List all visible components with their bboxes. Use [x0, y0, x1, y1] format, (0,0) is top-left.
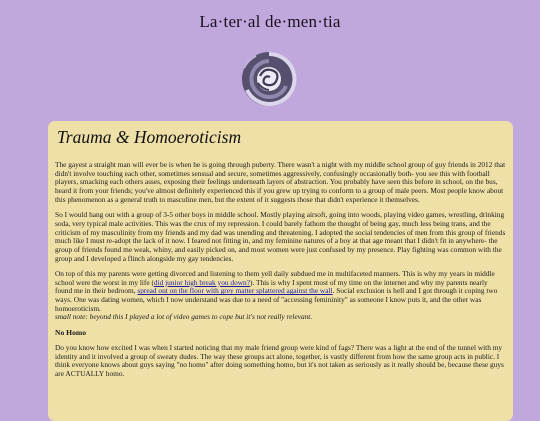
section-heading-no-homo: No Homo — [55, 327, 87, 337]
paragraph-3-text-c: . Social exclusion is hell and I got through it coping two ways. One was dating women, which I now understand was due to a need of "accessing femininity" as someone I know puts it, and the other was homoeroticism. — [55, 286, 498, 313]
post-card — [48, 121, 513, 421]
grey-matter-link[interactable]: spread out on the floor with grey matter splattered against the wall — [137, 286, 333, 296]
post-paragraph-4: Do you know how excited I was when I started noticing that my male friend group were kind of fags? There was a light at the end of the tunnel with my identity and it involved a group of sweaty dudes. The way these groups act alone, together, is vastly different from how the same group acts in public. I think everyone knows about guys saying "no homo" after doing something homo, but it's not taken as seriously as it really should be, because these guys are ACTUALLY homo. — [55, 343, 504, 379]
site-title[interactable]: La·ter·al de·men·tia — [199, 12, 341, 31]
junior-high-link[interactable]: did junior high break you down? — [153, 277, 250, 287]
brain-swirl-emblem-icon[interactable] — [238, 48, 300, 110]
small-note: small note: beyond this I played a lot of video games to cope but it's not really relevant. — [55, 312, 313, 322]
post-paragraph-3 — [55, 270, 506, 322]
paragraph-3-text-a: On top of this my parents were getting divorced and listening to them yell daily subdued me in multifaceted manners. This is why my years in middle school were the worst in my life ( — [55, 268, 495, 287]
paragraph-3-text-b: ). This is why I spent most of my time on the internet and why my parents nearly found me in their bedroom, — [55, 277, 488, 296]
post-content — [55, 161, 506, 379]
post-paragraph-2: So I would hang out with a group of 3-5 other boys in middle school. Mostly playing airsoft, going into woods, playing video games, wrestling, drinking soda, very typical male activities. This was the crux of my repression. I could barely fathom the thought of being gay, much less being trans, and the criticism of my masculinity from my friends and my dad was unending and threatening. I adopted the social tendencies of men from this group of friends much like I must re-adopt the lack of it now. I feared not fitting in, and my feminine natures of a boy at that age meant that I didn't fit in anywhere- the group of friends found me weak, whiny, and easily picked on, and most women were just confused by my presence. Play fighting was common with the group and I developed a flinch alongside my gay tendencies. — [55, 210, 506, 263]
post-title: Trauma & Homoeroticism — [57, 127, 242, 147]
post-paragraph-1: The gayest a straight man will ever be is when he is going through puberty. There wasn't a night with my middle school group of guy friends in 2012 that didn't involve touching each other, sometimes sensual and secure, sometimes aggressively, confusingly occasionally both- you see this with football players, smacking each others asses, exposing their feelings underneath layers of abstraction. You probably have seen this before in school, on the bus, heard it from your friends; you've almost definitely experienced this if you grew up trying to conform to a group of male peers. Most people know about this phenomenon as a general truth to masculine men, but the extent of it suggests those that didn't experience it themselves. — [55, 160, 506, 204]
